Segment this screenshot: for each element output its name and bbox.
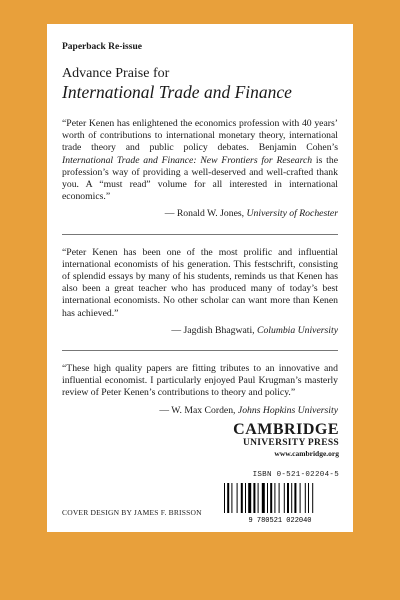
barcode-bar [237,483,238,513]
barcode [221,483,339,523]
quote-attribution: — Jagdish Bhagwati, Columbia University [171,324,338,336]
barcode-bar [308,483,309,513]
quote-attribution: — Ronald W. Jones, University of Rochester [164,208,338,220]
cover-design-credit: COVER DESIGN BY JAMES F. BRISSON [62,508,202,517]
praise-heading: Advance Praise for [62,66,170,81]
quote-text: “Peter Kenen has enlightened the economics profession with 40 years’ worth of contributions to international monetary theory, international trade theory and public policy debates. Benjamin Cohen’s International Trade and Finance: New Frontiers for Research is the profession’s way of providing a well-deserved and well-crafted thank you. A “must read” volume for all interested in international economics.” [62,118,338,203]
barcode-bar [305,483,306,513]
publisher-logo [233,422,339,459]
barcode-bar [241,483,243,513]
barcode-bar [274,483,275,513]
publisher-name: CAMBRIDGE [233,421,339,438]
quote-text: “These high quality papers are fitting tributes to an innovative and influential economist. I particularly enjoyed Paul Krugman’s masterly review of Peter Kenen’s contributions to theory and policy.” [62,363,338,399]
divider [62,350,338,351]
barcode-bar [231,483,232,513]
barcode-bar [262,483,265,513]
barcode-bar [312,483,313,513]
barcode-digits: 9 780521 022040 [248,517,312,523]
barcode-bar [287,483,289,513]
barcode-bar [245,483,246,513]
divider [62,234,338,235]
publisher-press: UNIVERSITY PRESS [242,438,339,448]
barcode-bar [294,483,296,513]
barcode-bar [224,483,225,513]
quote-attribution: — W. Max Corden, Johns Hopkins University [159,404,338,416]
barcode-bar [253,483,255,513]
quote-block [62,247,338,337]
barcode-bar [300,483,301,513]
book-title: International Trade and Finance [62,82,292,102]
reissue-label: Paperback Re-issue [62,42,142,52]
barcode-bar [258,483,259,513]
barcode-bar [284,483,285,513]
barcode-bar [291,483,292,513]
barcode-bar [248,483,251,513]
publisher-url: www.cambridge.org [274,449,339,458]
barcode-bar [267,483,268,513]
barcode-bar [270,483,272,513]
barcode-bar [279,483,280,513]
back-cover-panel [47,24,353,532]
barcode-bar [227,483,229,513]
isbn-label: ISBN 0-521-02204-5 [252,471,339,479]
quote-text: “Peter Kenen has been one of the most prolific and influential international economists of his generation. This festschrift, consisting of splendid essays by many of his students, reminds us that Kenen has also been a great teacher who has produced many of today’s best international economists. No other scholar can want more than Kenen has achieved.” [62,246,338,319]
quote-block [62,363,338,417]
quote-block [62,118,338,221]
